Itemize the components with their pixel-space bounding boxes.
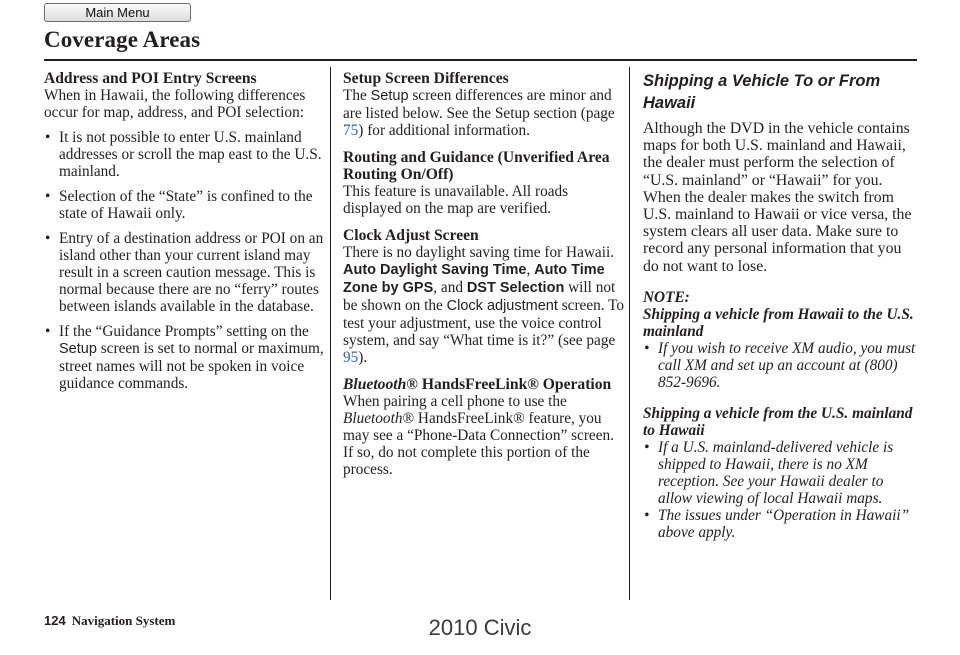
main-menu-button[interactable]: Main Menu <box>44 3 191 22</box>
mainland-to-hawaii-list <box>643 439 919 541</box>
list-item: • It is not possible to enter U.S. mainland addresses or scroll the map east to the U.S. mainland. <box>44 129 326 180</box>
column-address-poi <box>44 70 326 392</box>
ui-term-dst-selection: DST Selection <box>466 280 565 296</box>
list-item <box>44 323 326 392</box>
section-heading-setup: Setup Screen Differences <box>343 70 509 87</box>
text-run: will not be shown on the <box>343 279 616 314</box>
ui-term-setup: Setup <box>59 341 97 357</box>
section-heading-shipping: Shipping a Vehicle To or From Hawaii <box>643 72 881 112</box>
address-poi-intro: When in Hawaii, the following differences occur for map, address, and POI selection: <box>44 87 306 121</box>
ui-term-setup: Setup <box>370 88 409 104</box>
heading-run: ® HandsFreeLink® Operation <box>406 376 612 393</box>
text-run: ) for additional information. <box>358 122 530 139</box>
page-number: 124 <box>44 613 66 628</box>
text-run: screen differences are minor and are listed below. See the Setup section (page <box>343 87 615 122</box>
page-title: Coverage Areas <box>44 27 201 52</box>
setup-text <box>343 87 625 139</box>
shipping-text: Although the DVD in the vehicle contains maps for both U.S. mainland and Hawaii, the dealer must perform the selection of “U.S. mainland” or “Hawaii” for you. When the dealer makes the switch from U.S. mainland to Hawaii or vice versa, the system clears all user data. Make sure to record any personal information that you do not want to lose. <box>643 120 912 275</box>
ui-term-auto-daylight: Auto Daylight Saving Time <box>343 262 527 278</box>
heading-run: Bluetooth <box>343 376 407 393</box>
bullet-text: screen is set to normal or maximum, street names will not be spoken in voice guidance commands. <box>59 340 324 392</box>
page-link-95[interactable]: 95 <box>343 349 359 366</box>
page-link-75[interactable]: 75 <box>343 122 359 139</box>
column-divider-right <box>629 67 630 600</box>
text-run: screen. To test your adjustment, use the voice control system, and say “What time is it?” (see page <box>343 297 625 349</box>
bullet-text: If the “Guidance Prompts” setting on the <box>59 323 309 340</box>
note-label: NOTE: <box>643 288 690 306</box>
text-run: ). <box>358 349 368 366</box>
footer-section: Navigation System <box>71 613 176 628</box>
text-run: , <box>526 261 535 278</box>
text-run: Bluetooth <box>343 410 403 427</box>
column-setup <box>343 70 625 478</box>
subheading-hawaii-to-mainland: Shipping a vehicle from Hawaii to the U.S. mainland <box>643 305 914 340</box>
subheading-mainland-to-hawaii: Shipping a vehicle from the U.S. mainland to Hawaii <box>643 404 913 439</box>
list-item: • If you wish to receive XM audio, you must call XM and set up an account at (800) 852-9696. <box>643 340 919 391</box>
column-shipping <box>643 70 919 541</box>
section-heading-clock: Clock Adjust Screen <box>343 227 479 244</box>
watermark: 2010 Civic <box>428 615 532 640</box>
clock-text <box>343 244 625 366</box>
text-run: When pairing a cell phone to use the <box>343 393 567 410</box>
section-heading-bluetooth <box>343 376 625 393</box>
column-divider-left <box>330 67 331 600</box>
hawaii-to-mainland-list <box>643 340 919 391</box>
ui-term-auto-time-zone: Auto Time Zone by GPS <box>343 262 605 296</box>
text-run: , and <box>433 279 467 296</box>
text-run: The <box>343 87 371 104</box>
address-poi-list <box>44 129 326 392</box>
list-item: • If a U.S. mainland-delivered vehicle is shipped to Hawaii, there is no XM reception. See your Hawaii dealer to allow viewing of local Hawaii maps. <box>643 439 919 507</box>
list-item: • Selection of the “State” is confined to the state of Hawaii only. <box>44 188 326 222</box>
section-heading-routing: Routing and Guidance (Unverified Area Routing On/Off) <box>343 149 610 183</box>
text-run: There is no daylight saving time for Hawaii. <box>343 244 615 261</box>
routing-text: This feature is unavailable. All roads displayed on the map are verified. <box>343 183 569 217</box>
list-item: • The issues under “Operation in Hawaii” above apply. <box>643 507 919 541</box>
section-heading-address-poi: Address and POI Entry Screens <box>44 70 257 87</box>
title-rule <box>44 59 917 61</box>
list-item: • Entry of a destination address or POI on an island other than your current island may result in a screen caution message. This is normal because there are no “ferry” routes between islands available in the database. <box>44 230 326 315</box>
bluetooth-text <box>343 393 625 478</box>
text-run: ® HandsFreeLink® feature, you may see a “Phone-Data Connection” screen. If so, do not complete this portion of the process. <box>343 410 614 478</box>
ui-term-clock-adjustment: Clock adjustment <box>446 298 558 314</box>
